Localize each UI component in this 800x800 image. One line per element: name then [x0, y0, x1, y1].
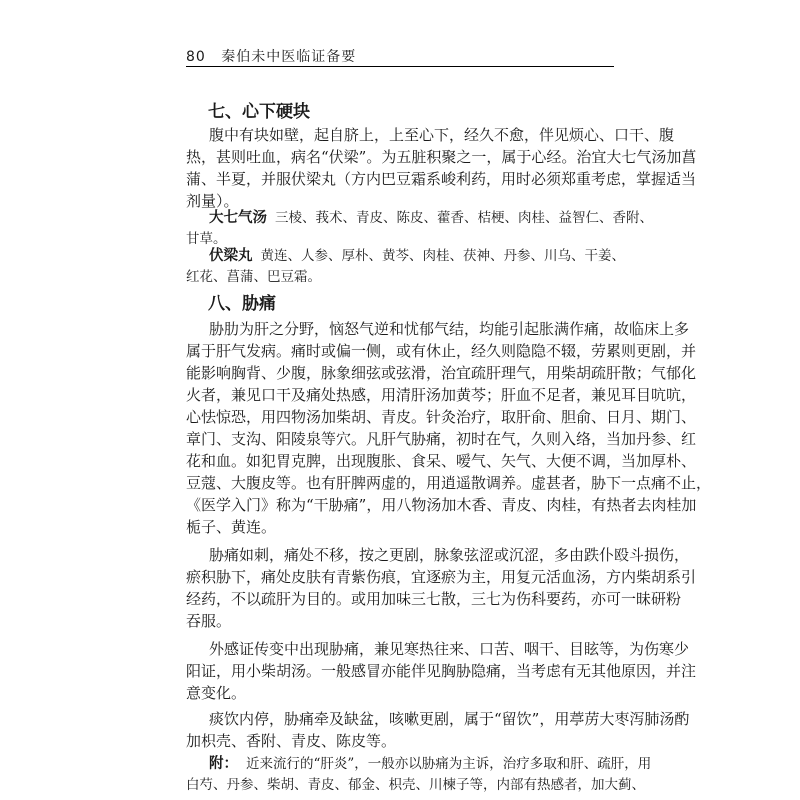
paragraph-line: 瘀积胁下，痛处皮肤有青紫伤痕，宜逐瘀为主，用复元活血汤，方内柴胡系引	[186, 568, 697, 586]
prescription-ingredients: 三棱、莪术、青皮、陈皮、藿香、桔梗、肉桂、益智仁、香附、	[275, 210, 653, 226]
paragraph-line: 腹中有块如壁，起自脐上，上至心下，经久不愈，伴见烦心、口干、腹	[209, 126, 675, 144]
prescription-continuation: 甘草。	[186, 231, 227, 247]
paragraph-line: 阳证，用小柴胡汤。一般感冒亦能伴见胸胁隐痛，当考虑有无其他原因，并注	[186, 662, 697, 680]
book-title: 秦伯未中医临证备要	[221, 49, 357, 65]
prescription-name: 伏梁丸	[209, 248, 253, 264]
paragraph-line: 栀子、黄连。	[186, 518, 277, 536]
paragraph-line: 豆蔻、大腹皮等。也有肝脾两虚的，用逍遥散调养。虚甚者，胁下一点痛不止，	[186, 474, 712, 492]
prescription-name: 大七气汤	[209, 210, 267, 226]
paragraph-line: 章门、支沟、阳陵泉等穴。凡肝气胁痛，初时在气，久则入络，当加丹参、红	[186, 430, 697, 448]
prescription-da-qi-qi-tang	[186, 207, 653, 229]
paragraph-line: 剂量）。	[186, 192, 239, 210]
paragraph-line: 痰饮内停，胁痛牵及缺盆，咳嗽更剧，属于“留饮”，用葶苈大枣泻肺汤酌	[209, 710, 690, 728]
paragraph-line: 能影响胸背、少腹，脉象细弦或弦滑，治宜疏肝理气，用柴胡疏肝散；气郁化	[186, 364, 697, 382]
running-header	[186, 46, 356, 66]
appendix-note	[186, 753, 652, 775]
appendix-note-continuation: 白芍、丹参、柴胡、青皮、郁金、枳壳、川楝子等，内部有热感者，加大蓟、	[186, 777, 645, 793]
header-rule	[186, 66, 614, 67]
section-heading-7: 七、心下硬块	[208, 102, 310, 122]
prescription-continuation: 红花、菖蒲、巴豆霜。	[186, 269, 321, 285]
paragraph-line: 胁肋为肝之分野，恼怒气逆和忧郁气结，均能引起胀满作痛，故临床上多	[209, 320, 690, 338]
paragraph-line: 火者，兼见口干及痛处热感，用清肝汤加黄芩；肝血不足者，兼见耳目吭吭，	[186, 386, 697, 404]
prescription-fu-liang-wan	[186, 245, 625, 267]
prescription-ingredients: 黄连、人参、厚朴、黄芩、肉桂、茯神、丹参、川乌、干姜、	[260, 248, 625, 264]
paragraph-line: 意变化。	[186, 684, 247, 702]
paragraph-line: 蒲、半夏，并服伏梁丸（方内巴豆霜系峻利药，用时必须郑重考虑，掌握适当	[186, 170, 697, 188]
note-label: 附：	[209, 756, 238, 772]
paragraph-line: 花和血。如犯胃克脾，出现腹胀、食呆、嗳气、矢气、大便不调，当加厚朴、	[186, 452, 697, 470]
paragraph-line: 《医学入门》称为“干胁痛”，用八物汤加木香、青皮、肉桂，有热者去肉桂加	[186, 496, 697, 514]
paragraph-line: 热，甚则吐血，病名“伏梁”。为五脏积聚之一，属于心经。治宜大七气汤加菖	[186, 148, 697, 166]
note-text: 近来流行的“肝炎”，一般亦以胁痛为主诉，治疗多取和肝、疏肝，用	[246, 756, 652, 772]
paragraph-line: 属于肝气发病。痛时或偏一侧，或有休止，经久则隐隐不辍，劳累则更剧，并	[186, 342, 697, 360]
paragraph-line: 外感证传变中出现胁痛，兼见寒热往来、口苦、咽干、目眩等，为伤寒少	[209, 640, 690, 658]
section-heading-8: 八、胁痛	[208, 294, 276, 314]
paragraph-line: 经药，不以疏肝为目的。或用加味三七散，三七为伤科要药，亦可一昧研粉	[186, 590, 682, 608]
paragraph-line: 吞服。	[186, 612, 232, 630]
paragraph-line: 加枳壳、香附、青皮、陈皮等。	[186, 732, 397, 750]
paragraph-line: 胁痛如刺，痛处不移，按之更剧，脉象弦涩或沉涩，多由跌仆殴斗损伤，	[209, 546, 690, 564]
page-number: 80	[186, 49, 206, 65]
paragraph-line: 心怯惊恐，用四物汤加柴胡、青皮。针灸治疗，取肝俞、胆俞、日月、期门、	[186, 408, 697, 426]
